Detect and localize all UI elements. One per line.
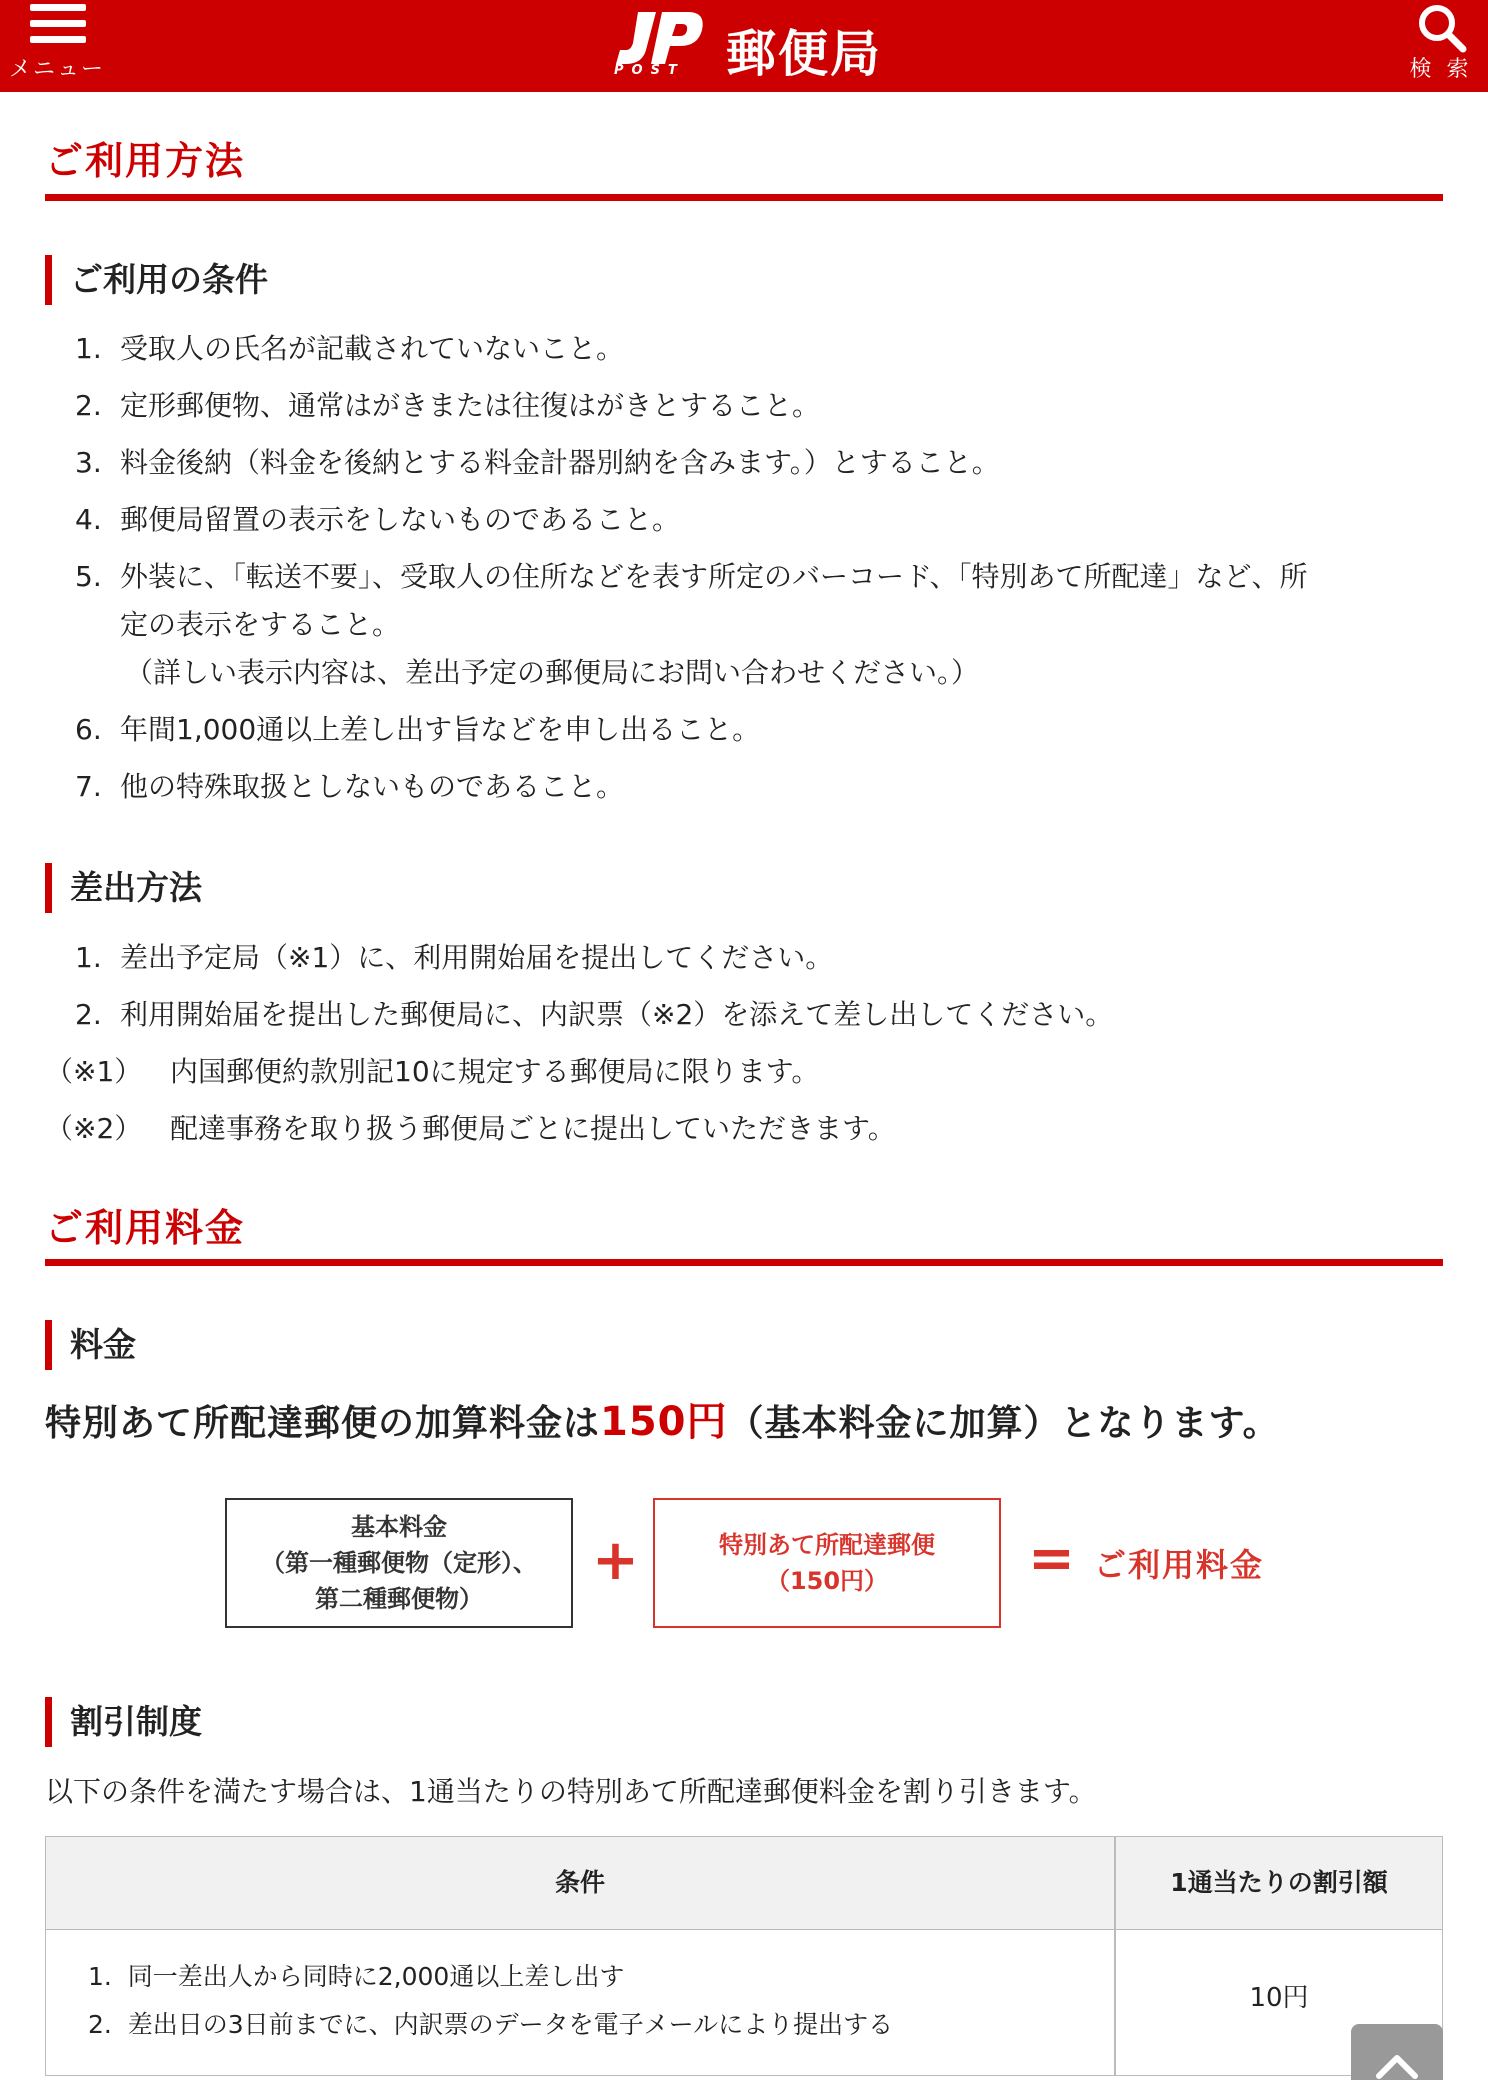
search-button[interactable] [1406, 0, 1476, 92]
discount-heading: 割引制度 [45, 1697, 202, 1747]
total-fee-label: ご利用料金 [1094, 1546, 1265, 1584]
table-condition-item: 1. 同一差出人から同時に2,000通以上差し出す [88, 1962, 625, 1991]
equals-sign: = [1028, 1526, 1075, 1591]
table-header-row [46, 1837, 1442, 1930]
fees-heading: ご利用料金 [45, 1206, 246, 1250]
usage-heading: ご利用方法 [45, 139, 246, 183]
method-heading: 差出方法 [45, 863, 202, 913]
usage-heading-rule [45, 194, 1443, 201]
site-header [0, 0, 1488, 92]
table-discount-amount: 10円 [1249, 1983, 1309, 2013]
hamburger-icon [30, 4, 86, 44]
plus-sign: + [592, 1528, 639, 1593]
search-label: 検 索 [1409, 57, 1473, 82]
chevron-up-icon [1351, 2024, 1443, 2080]
fee-heading: 料金 [45, 1320, 136, 1370]
logo-sub-text: POST [614, 63, 685, 78]
menu-label: メニュー [8, 57, 105, 82]
discount-table [45, 1836, 1443, 2076]
jp-logo-icon [610, 6, 716, 78]
fee-lead-text: 特別あて所配達郵便の加算料金は150円（基本料金に加算）となります。 [45, 1399, 1280, 1445]
special-fee-box: 特別あて所配達郵便 （150円） [653, 1498, 1001, 1628]
search-icon [1416, 2, 1468, 54]
table-column-divider [1114, 1837, 1116, 2075]
table-condition-item: 2. 差出日の3日前までに、内訳票のデータを電子メールにより提出する [88, 2010, 894, 2039]
fee-amount: 150円 [600, 1399, 728, 1445]
site-name: 郵便局 [726, 25, 882, 83]
back-to-top-button[interactable] [1351, 2024, 1443, 2080]
base-fee-box: 基本料金 （第一種郵便物（定形）、 第二種郵便物） [225, 1498, 573, 1628]
table-header-condition: 条件 [554, 1868, 605, 1897]
menu-button[interactable] [8, 0, 106, 92]
table-header-discount: 1通当たりの割引額 [1170, 1868, 1388, 1897]
conditions-heading: ご利用の条件 [45, 255, 268, 305]
discount-intro: 以下の条件を満たす場合は、1通当たりの特別あて所配達郵便料金を割り引きます。 [45, 1775, 1097, 1808]
fees-heading-rule [45, 1259, 1443, 1266]
